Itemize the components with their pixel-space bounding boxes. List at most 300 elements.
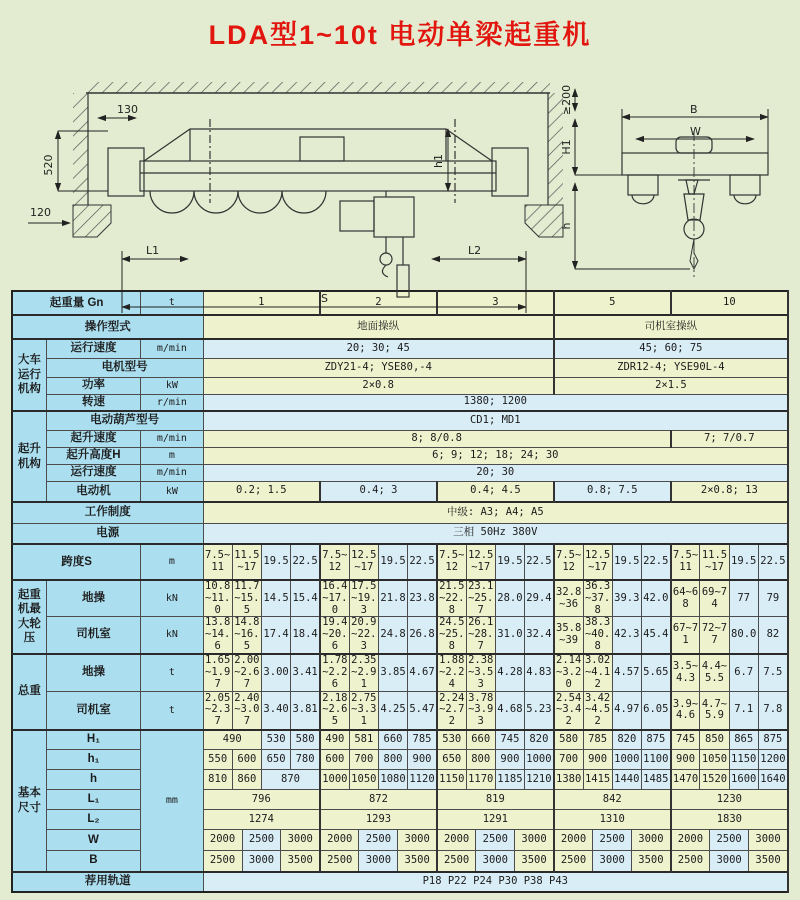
table-cell: 1440 bbox=[612, 770, 641, 790]
table-cell: 780 bbox=[291, 750, 320, 770]
table-cell: 600 bbox=[320, 750, 349, 770]
table-cell: 11.5~17 bbox=[232, 544, 261, 580]
table-cell: 3500 bbox=[281, 851, 320, 872]
table-cell: 7.5~12 bbox=[320, 544, 349, 580]
table-cell: 1.78~2.26 bbox=[320, 654, 349, 692]
table-cell: 530 bbox=[437, 730, 466, 750]
table-cell: 2 bbox=[320, 291, 437, 315]
table-label-cell: 地操 bbox=[46, 654, 141, 692]
table-cell: 785 bbox=[583, 730, 612, 750]
table-cell: 4.67 bbox=[408, 654, 437, 692]
table-cell: 1230 bbox=[671, 790, 788, 810]
dim-label-H1: H1 bbox=[560, 139, 573, 155]
table-label-cell: 荐用轨道 bbox=[12, 872, 203, 892]
table-cell: 21.8 bbox=[378, 580, 407, 617]
table-cell: 7; 7/0.7 bbox=[671, 430, 788, 447]
table-label-cell: m bbox=[141, 544, 203, 580]
table-label-cell: r/min bbox=[141, 394, 203, 411]
table-cell: 800 bbox=[466, 750, 495, 770]
table-cell: 4.25 bbox=[378, 692, 407, 730]
table-cell: 2000 bbox=[320, 830, 359, 851]
table-label-cell: 功率 bbox=[46, 377, 141, 394]
table-cell: 900 bbox=[583, 750, 612, 770]
table-cell: 7.5 bbox=[758, 654, 788, 692]
left-wall bbox=[73, 93, 111, 237]
table-cell: 700 bbox=[554, 750, 583, 770]
table-cell: 2.05~2.37 bbox=[203, 692, 232, 730]
table-label-cell: 工作制度 bbox=[12, 502, 203, 523]
table-row bbox=[12, 544, 788, 580]
table-cell: 5.47 bbox=[408, 692, 437, 730]
table-label-cell: 电机型号 bbox=[46, 358, 203, 377]
table-row bbox=[12, 851, 788, 872]
table-cell: 3.5~4.3 bbox=[671, 654, 700, 692]
table-cell: 79 bbox=[758, 580, 788, 617]
crane-end-view bbox=[622, 131, 768, 277]
table-cell: 1380 bbox=[554, 770, 583, 790]
table-label-cell: 跨度S bbox=[12, 544, 141, 580]
table-cell: 580 bbox=[554, 730, 583, 750]
table-label-cell: 运行速度 bbox=[46, 339, 141, 358]
table-cell: 3.40 bbox=[261, 692, 290, 730]
table-cell: 19.5 bbox=[495, 544, 524, 580]
table-row bbox=[12, 377, 788, 394]
table-cell: 7.5~12 bbox=[437, 544, 466, 580]
table-cell: 820 bbox=[612, 730, 641, 750]
table-cell: 15.4 bbox=[291, 580, 320, 617]
table-cell: 24.8 bbox=[378, 617, 407, 654]
table-cell: 1 bbox=[203, 291, 320, 315]
table-label-cell: kW bbox=[141, 481, 203, 502]
table-cell: 22.5 bbox=[641, 544, 670, 580]
table-cell: 7.8 bbox=[758, 692, 788, 730]
table-cell: 3000 bbox=[398, 830, 437, 851]
end-view-dimensions bbox=[575, 89, 768, 269]
table-cell: 45; 60; 75 bbox=[554, 339, 788, 358]
table-label-cell: 转速 bbox=[46, 394, 141, 411]
table-cell: 3.42~4.52 bbox=[583, 692, 612, 730]
table-cell: 7.5~12 bbox=[554, 544, 583, 580]
table-cell: 1200 bbox=[758, 750, 788, 770]
table-cell: 1520 bbox=[700, 770, 729, 790]
table-cell: 1170 bbox=[466, 770, 495, 790]
table-cell: 42.3 bbox=[612, 617, 641, 654]
table-row bbox=[12, 692, 788, 730]
table-cell: 6; 9; 12; 18; 24; 30 bbox=[203, 447, 788, 464]
table-label-cell: 操作型式 bbox=[12, 315, 203, 339]
table-cell: 19.5 bbox=[378, 544, 407, 580]
table-label-cell: 司机室 bbox=[46, 692, 141, 730]
table-cell: 22.5 bbox=[758, 544, 788, 580]
table-cell: 745 bbox=[495, 730, 524, 750]
table-cell: 10.8~11.0 bbox=[205, 580, 231, 616]
table-cell: 4.4~5.5 bbox=[700, 654, 729, 692]
table-row bbox=[12, 617, 788, 654]
table-cell: 3500 bbox=[515, 851, 554, 872]
table-cell: 3000 bbox=[281, 830, 320, 851]
table-row bbox=[12, 523, 788, 544]
table-cell: 3000 bbox=[242, 851, 281, 872]
dim-label-gte200: ≥200 bbox=[560, 84, 573, 116]
table-cell: 1185 bbox=[495, 770, 524, 790]
table-label-cell: L₂ bbox=[46, 810, 141, 830]
table-cell: 2500 bbox=[710, 830, 749, 851]
table-cell: 819 bbox=[437, 790, 554, 810]
table-cell: 64~68 bbox=[671, 580, 700, 617]
table-cell: 3000 bbox=[632, 830, 671, 851]
dim-label-s: S bbox=[321, 292, 328, 305]
table-label-cell: 运行速度 bbox=[46, 464, 141, 481]
table-row bbox=[12, 447, 788, 464]
table-label-cell: m bbox=[141, 447, 203, 464]
spec-table-body bbox=[12, 291, 788, 892]
table-cell: 1310 bbox=[554, 810, 671, 830]
dim-label-h: h bbox=[560, 222, 573, 230]
table-cell: 3000 bbox=[515, 830, 554, 851]
table-label-cell: t bbox=[141, 654, 203, 692]
table-cell: 80.0 bbox=[729, 617, 758, 654]
table-cell: 82 bbox=[758, 617, 788, 654]
table-cell: 19.5 bbox=[729, 544, 758, 580]
dim-label-120: 120 bbox=[30, 206, 51, 219]
table-cell: 6.05 bbox=[641, 692, 670, 730]
table-label-cell: 起重机最大轮压 bbox=[12, 580, 46, 654]
table-cell: 三相 50Hz 380V bbox=[203, 523, 788, 544]
table-label-cell: L₁ bbox=[46, 790, 141, 810]
table-label-cell: 起重量 Gn bbox=[12, 291, 141, 315]
table-cell: 2×0.8 bbox=[203, 377, 554, 394]
table-cell: 2.18~2.65 bbox=[320, 692, 349, 730]
table-cell: 1830 bbox=[671, 810, 788, 830]
table-cell: 2.40~3.07 bbox=[232, 692, 261, 730]
table-cell: 32.8~36 bbox=[554, 580, 583, 617]
table-cell: 865 bbox=[729, 730, 758, 750]
table-label-cell: H₁ bbox=[46, 730, 141, 750]
table-row bbox=[12, 750, 788, 770]
table-cell: 12.5~17 bbox=[466, 544, 495, 580]
table-cell: 660 bbox=[466, 730, 495, 750]
table-label-cell: t bbox=[141, 291, 203, 315]
table-cell: 2500 bbox=[437, 851, 476, 872]
dim-label-w: W bbox=[690, 125, 701, 138]
table-cell: 2500 bbox=[320, 851, 359, 872]
table-cell: 842 bbox=[554, 790, 671, 810]
table-cell: 中级: A3; A4; A5 bbox=[203, 502, 788, 523]
table-cell: 7.1 bbox=[729, 692, 758, 730]
table-row bbox=[12, 580, 788, 617]
dim-label-b: B bbox=[690, 103, 698, 116]
table-cell: 14.8~16.5 bbox=[234, 616, 260, 652]
table-cell: 23.8 bbox=[408, 580, 437, 617]
dim-label-h1-side: h1 bbox=[432, 154, 445, 168]
table-cell: 4.7~5.9 bbox=[700, 692, 729, 730]
table-cell: 3.78~3.93 bbox=[466, 692, 495, 730]
table-cell: 1000 bbox=[525, 750, 554, 770]
table-label-cell: 大车运行机构 bbox=[12, 339, 46, 411]
table-cell: 875 bbox=[641, 730, 670, 750]
table-cell: 22.5 bbox=[291, 544, 320, 580]
table-cell: 875 bbox=[758, 730, 788, 750]
table-cell: 2500 bbox=[476, 830, 515, 851]
table-label-cell: 起升速度 bbox=[46, 430, 141, 447]
table-label-cell: B bbox=[46, 851, 141, 872]
table-cell: 1.88~2.24 bbox=[437, 654, 466, 692]
table-cell: 3000 bbox=[476, 851, 515, 872]
table-label-cell: mm bbox=[141, 730, 203, 872]
table-cell: 39.3 bbox=[612, 580, 641, 617]
table-cell: 3.41 bbox=[291, 654, 320, 692]
table-cell: 1380; 1200 bbox=[203, 394, 788, 411]
table-cell: 32.4 bbox=[525, 617, 554, 654]
table-cell: 18.4 bbox=[291, 617, 320, 654]
table-label-cell: kN bbox=[141, 617, 203, 654]
table-cell: 36.3~37.8 bbox=[584, 580, 611, 616]
table-cell: 12.5~17 bbox=[349, 544, 378, 580]
table-cell: 550 bbox=[203, 750, 232, 770]
table-cell: 21.5~22.8 bbox=[437, 580, 466, 617]
table-cell: 530 bbox=[261, 730, 290, 750]
table-cell: 2500 bbox=[203, 851, 242, 872]
table-cell: 490 bbox=[320, 730, 349, 750]
table-cell: 2×1.5 bbox=[554, 377, 788, 394]
table-row bbox=[12, 872, 788, 892]
table-cell: 3000 bbox=[710, 851, 749, 872]
table-cell: 38.3~40.8 bbox=[584, 616, 611, 652]
table-cell: 4.57 bbox=[612, 654, 641, 692]
table-cell: 3.85 bbox=[378, 654, 407, 692]
table-row bbox=[12, 790, 788, 810]
table-cell: 490 bbox=[203, 730, 261, 750]
table-label-cell: 电源 bbox=[12, 523, 203, 544]
table-cell: 2.24~2.72 bbox=[437, 692, 466, 730]
table-cell: 19.5 bbox=[612, 544, 641, 580]
table-cell: 860 bbox=[232, 770, 261, 790]
table-row bbox=[12, 291, 788, 315]
table-row bbox=[12, 481, 788, 502]
table-cell: P18 P22 P24 P30 P38 P43 bbox=[203, 872, 788, 892]
table-row bbox=[12, 810, 788, 830]
table-cell: 4.28 bbox=[495, 654, 524, 692]
table-cell: 2000 bbox=[437, 830, 476, 851]
dim-label-520: 520 bbox=[42, 154, 55, 176]
table-label-cell: 电动葫芦型号 bbox=[46, 411, 203, 430]
table-cell: 1120 bbox=[408, 770, 437, 790]
table-cell: 600 bbox=[232, 750, 261, 770]
table-cell: 7.5~11 bbox=[203, 544, 232, 580]
right-wall bbox=[525, 93, 563, 237]
table-cell: 1293 bbox=[320, 810, 437, 830]
table-cell: 2000 bbox=[203, 830, 242, 851]
table-cell: 23.1~25.7 bbox=[468, 580, 494, 616]
table-cell: 20; 30 bbox=[203, 464, 788, 481]
table-label-cell: h₁ bbox=[46, 750, 141, 770]
table-cell: ZDR12-4; YSE90L-4 bbox=[554, 358, 788, 377]
table-cell: 7.5~11 bbox=[671, 544, 700, 580]
table-cell: 1485 bbox=[641, 770, 670, 790]
table-cell: 1600 bbox=[729, 770, 758, 790]
table-cell: 650 bbox=[261, 750, 290, 770]
table-cell: 0.4; 3 bbox=[320, 481, 437, 502]
table-cell: 45.4 bbox=[641, 617, 670, 654]
table-cell: 11.5~17 bbox=[700, 544, 729, 580]
table-cell: 800 bbox=[378, 750, 407, 770]
table-cell: 3500 bbox=[632, 851, 671, 872]
table-cell: 司机室操纵 bbox=[554, 315, 788, 339]
table-cell: 8; 8/0.8 bbox=[203, 430, 671, 447]
table-cell: 2.14~3.20 bbox=[554, 654, 583, 692]
table-row bbox=[12, 411, 788, 430]
table-row bbox=[12, 464, 788, 481]
table-cell: 3000 bbox=[749, 830, 788, 851]
table-cell: 4.97 bbox=[612, 692, 641, 730]
table-cell: 850 bbox=[700, 730, 729, 750]
table-cell: 2.75~3.31 bbox=[349, 692, 378, 730]
table-cell: 3000 bbox=[593, 851, 632, 872]
table-cell: 3 bbox=[437, 291, 554, 315]
table-row bbox=[12, 830, 788, 851]
ceiling-hatch bbox=[86, 82, 550, 93]
table-cell: 28.0 bbox=[495, 580, 524, 617]
table-cell: 2.35~2.91 bbox=[351, 654, 377, 690]
table-cell: 77 bbox=[729, 580, 758, 617]
table-cell: 745 bbox=[671, 730, 700, 750]
table-cell: 19.5 bbox=[261, 544, 290, 580]
table-label-cell: kN bbox=[141, 580, 203, 617]
table-cell: 785 bbox=[408, 730, 437, 750]
dim-label-130: 130 bbox=[117, 103, 138, 116]
table-cell: 3000 bbox=[359, 851, 398, 872]
table-cell: 20.9~22.3 bbox=[351, 616, 377, 652]
table-cell: 4.68 bbox=[495, 692, 524, 730]
table-cell: 17.4 bbox=[261, 617, 290, 654]
table-cell: 1050 bbox=[700, 750, 729, 770]
table-cell: 22.5 bbox=[408, 544, 437, 580]
table-cell: 2.38~3.53 bbox=[468, 654, 494, 690]
spec-table bbox=[11, 290, 789, 893]
table-row bbox=[12, 770, 788, 790]
table-cell: 870 bbox=[261, 770, 320, 790]
table-label-cell: m/min bbox=[141, 430, 203, 447]
table-cell: 26.8 bbox=[408, 617, 437, 654]
table-cell: 31.0 bbox=[495, 617, 524, 654]
table-label-cell: 司机室 bbox=[46, 617, 141, 654]
table-cell: 2500 bbox=[242, 830, 281, 851]
table-label-cell: 起升高度H bbox=[46, 447, 141, 464]
table-cell: 810 bbox=[203, 770, 232, 790]
table-cell: 3500 bbox=[398, 851, 437, 872]
table-cell: 26.1~28.7 bbox=[468, 616, 494, 652]
girder-side-view bbox=[108, 119, 528, 213]
table-cell: 580 bbox=[291, 730, 320, 750]
table-cell: 1080 bbox=[378, 770, 407, 790]
table-cell: 1050 bbox=[349, 770, 378, 790]
table-cell: 14.5 bbox=[261, 580, 290, 617]
table-cell: 11.7~15.5 bbox=[234, 580, 260, 616]
table-row bbox=[12, 339, 788, 358]
table-cell: 69~74 bbox=[700, 580, 729, 617]
table-label-cell: 电动机 bbox=[46, 481, 141, 502]
table-label-cell: h bbox=[46, 770, 141, 790]
table-cell: 3.02~4.12 bbox=[584, 654, 611, 690]
table-label-cell: 起升机构 bbox=[12, 411, 46, 502]
table-cell: 2000 bbox=[554, 830, 593, 851]
table-cell: 1150 bbox=[437, 770, 466, 790]
table-cell: 0.8; 7.5 bbox=[554, 481, 671, 502]
table-cell: 19.4~20.6 bbox=[320, 617, 349, 654]
table-cell: 12.5~17 bbox=[583, 544, 612, 580]
table-label-cell: 地操 bbox=[46, 580, 141, 617]
table-cell: 1640 bbox=[758, 770, 788, 790]
table-label-cell: m/min bbox=[141, 339, 203, 358]
dim-label-l2: L2 bbox=[468, 244, 482, 257]
table-cell: 2000 bbox=[671, 830, 710, 851]
table-cell: 3.9~4.6 bbox=[671, 692, 700, 730]
table-cell: 581 bbox=[349, 730, 378, 750]
table-row bbox=[12, 394, 788, 411]
table-cell: 900 bbox=[495, 750, 524, 770]
table-label-cell: t bbox=[141, 692, 203, 730]
table-label-cell: kW bbox=[141, 377, 203, 394]
table-cell: 2500 bbox=[554, 851, 593, 872]
table-row bbox=[12, 430, 788, 447]
table-cell: ZDY21-4; YSE80,-4 bbox=[203, 358, 554, 377]
table-cell: 2500 bbox=[671, 851, 710, 872]
table-cell: 872 bbox=[320, 790, 437, 810]
table-row bbox=[12, 730, 788, 750]
table-cell: 6.7 bbox=[729, 654, 758, 692]
table-row bbox=[12, 502, 788, 523]
table-cell: 20; 30; 45 bbox=[203, 339, 554, 358]
table-cell: 3.81 bbox=[291, 692, 320, 730]
table-cell: 1000 bbox=[612, 750, 641, 770]
table-cell: 1470 bbox=[671, 770, 700, 790]
table-row bbox=[12, 358, 788, 377]
table-cell: 4.83 bbox=[525, 654, 554, 692]
table-cell: 17.5~19.3 bbox=[351, 580, 377, 616]
table-cell: 5 bbox=[554, 291, 671, 315]
table-cell: 1.65~1.97 bbox=[205, 654, 231, 690]
table-cell: 1291 bbox=[437, 810, 554, 830]
table-label-cell: 基本尺寸 bbox=[12, 730, 46, 872]
table-cell: CD1; MD1 bbox=[203, 411, 788, 430]
table-cell: 1274 bbox=[203, 810, 320, 830]
table-cell: 3.00 bbox=[261, 654, 290, 692]
table-cell: 2500 bbox=[593, 830, 632, 851]
table-cell: 1000 bbox=[320, 770, 349, 790]
table-cell: 660 bbox=[378, 730, 407, 750]
hoist-trolley bbox=[340, 191, 414, 297]
table-cell: 29.4 bbox=[525, 580, 554, 617]
table-cell: 1415 bbox=[583, 770, 612, 790]
table-cell: 0.4; 4.5 bbox=[437, 481, 554, 502]
table-cell: 22.5 bbox=[525, 544, 554, 580]
table-cell: 900 bbox=[671, 750, 700, 770]
table-cell: 1100 bbox=[641, 750, 670, 770]
table-cell: 5.23 bbox=[525, 692, 554, 730]
table-cell: 35.8~39 bbox=[554, 617, 583, 654]
table-cell: 1150 bbox=[729, 750, 758, 770]
table-label-cell: 总重 bbox=[12, 654, 46, 730]
table-row bbox=[12, 654, 788, 692]
page-title: LDA型1~10t 电动单梁起重机 bbox=[208, 20, 592, 50]
table-cell: 2.00~2.67 bbox=[234, 654, 260, 690]
table-cell: 900 bbox=[408, 750, 437, 770]
table-cell: 2×0.8; 13 bbox=[671, 481, 788, 502]
table-cell: 2.54~3.42 bbox=[554, 692, 583, 730]
table-cell: 796 bbox=[203, 790, 320, 810]
dim-label-l1: L1 bbox=[146, 244, 160, 257]
table-cell: 2500 bbox=[359, 830, 398, 851]
